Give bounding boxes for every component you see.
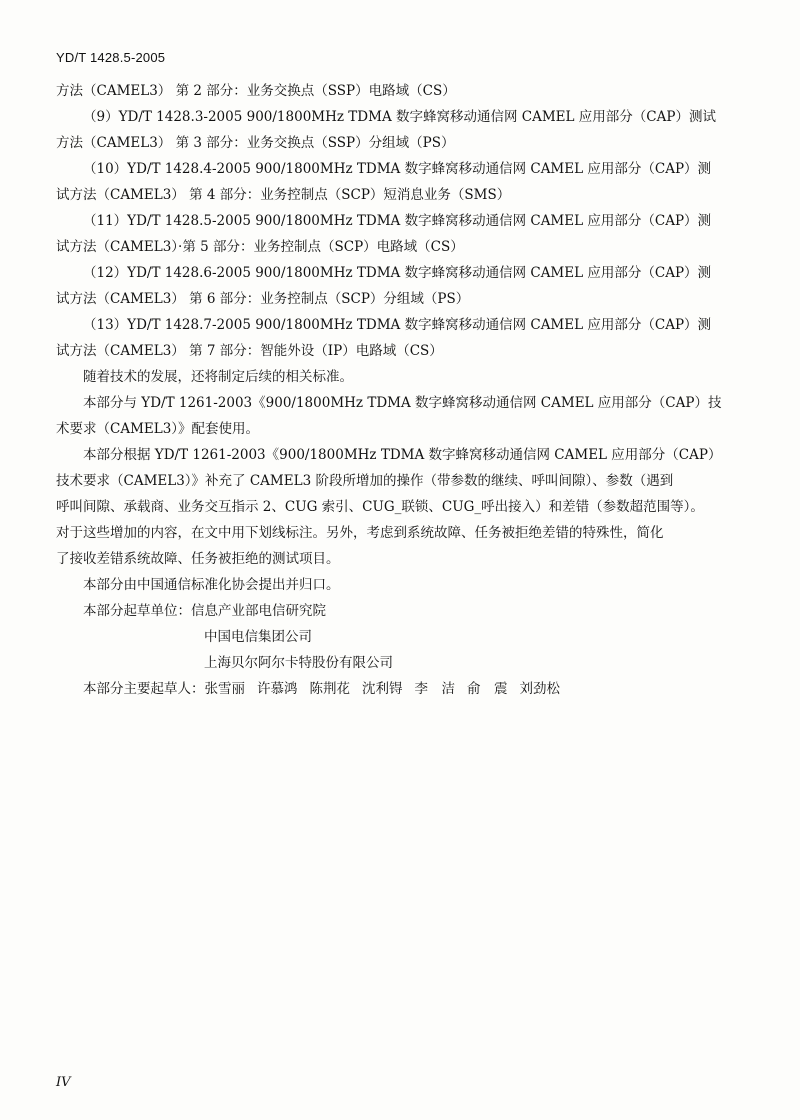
drafting-units-label: 本部分起草单位： (83, 603, 191, 619)
drafter-name: 李 洁 (414, 681, 455, 697)
text-line: 试方法（CAMEL3）·第 5 部分：业务控制点（SCP）电路域（CS） (56, 239, 464, 255)
text-line: 呼叫间隙、承载商、业务交互指示 2、CUG 索引、CUG_联锁、CUG_呼出接入）和差错（参数超范围等）。 (56, 499, 704, 515)
standard-id-header: YD/T 1428.5-2005 (56, 50, 166, 65)
text-line: （10）YD/T 1428.4-2005 900/1800MHz TDMA 数字蜂窝移动通信网 CAMEL 应用部分（CAP）测 (83, 161, 712, 177)
text-line: 本部分由中国通信标准化协会提出并归口。 (83, 577, 340, 593)
text-line: （13）YD/T 1428.7-2005 900/1800MHz TDMA 数字蜂窝移动通信网 CAMEL 应用部分（CAP）测 (83, 317, 712, 333)
text-line: （12）YD/T 1428.6-2005 900/1800MHz TDMA 数字蜂窝移动通信网 CAMEL 应用部分（CAP）测 (83, 265, 712, 281)
drafter-name: 陈荆花 (309, 681, 350, 697)
text-line: 试方法（CAMEL3） 第 4 部分：业务控制点（SCP）短消息业务（SMS） (56, 187, 511, 203)
text-line: 试方法（CAMEL3） 第 7 部分：智能外设（IP）电路域（CS） (56, 343, 443, 359)
drafter-name: 俞 震 (467, 681, 508, 697)
drafter-name: 刘劲松 (519, 681, 560, 697)
text-line: 方法（CAMEL3） 第 2 部分：业务交换点（SSP）电路域（CS） (56, 83, 456, 99)
drafting-unit: 上海贝尔阿尔卡特股份有限公司 (204, 655, 393, 671)
drafter-name: 张雪丽 (204, 681, 245, 697)
text-line: 试方法（CAMEL3） 第 6 部分：业务控制点（SCP）分组域（PS） (56, 291, 470, 307)
foreword-body (56, 78, 746, 702)
drafting-unit: 中国电信集团公司 (204, 629, 312, 645)
text-line: 随着技术的发展，还将制定后续的相关标准。 (83, 369, 353, 385)
text-line: 技术要求（CAMEL3）》补充了 CAMEL3 阶段所增加的操作（带参数的继续、呼叫间隙）、参数（遇到 (56, 473, 674, 489)
drafting-unit: 信息产业部电信研究院 (191, 603, 326, 619)
text-line: 了接收差错系统故障、任务被拒绝的测试项目。 (56, 551, 340, 567)
text-line: （11）YD/T 1428.5-2005 900/1800MHz TDMA 数字蜂窝移动通信网 CAMEL 应用部分（CAP）测 (83, 213, 712, 229)
drafter-name: 沈利锝 (362, 681, 403, 697)
drafter-name: 许慕鸿 (257, 681, 298, 697)
text-line: 本部分与 YD/T 1261-2003《900/1800MHz TDMA 数字蜂窝移动通信网 CAMEL 应用部分（CAP）技 (83, 395, 722, 411)
drafters-label: 本部分主要起草人： (83, 681, 205, 697)
page-number: IV (56, 1075, 71, 1090)
drafting-unit-line (56, 650, 746, 676)
text-line: 对于这些增加的内容，在文中用下划线标注。另外，考虑到系统故障、任务被拒绝差错的特殊性，简化 (56, 525, 664, 541)
drafters-line (56, 676, 746, 702)
text-line: 方法（CAMEL3） 第 3 部分：业务交换点（SSP）分组域（PS） (56, 135, 455, 151)
text-line: 术要求（CAMEL3）》配套使用。 (56, 421, 260, 437)
text-line: （9）YD/T 1428.3-2005 900/1800MHz TDMA 数字蜂窝移动通信网 CAMEL 应用部分（CAP）测试 (83, 109, 716, 125)
drafting-unit-line (56, 624, 746, 650)
drafting-units-line (56, 598, 746, 624)
text-line: 本部分根据 YD/T 1261-2003《900/1800MHz TDMA 数字蜂窝移动通信网 CAMEL 应用部分（CAP） (83, 447, 722, 463)
